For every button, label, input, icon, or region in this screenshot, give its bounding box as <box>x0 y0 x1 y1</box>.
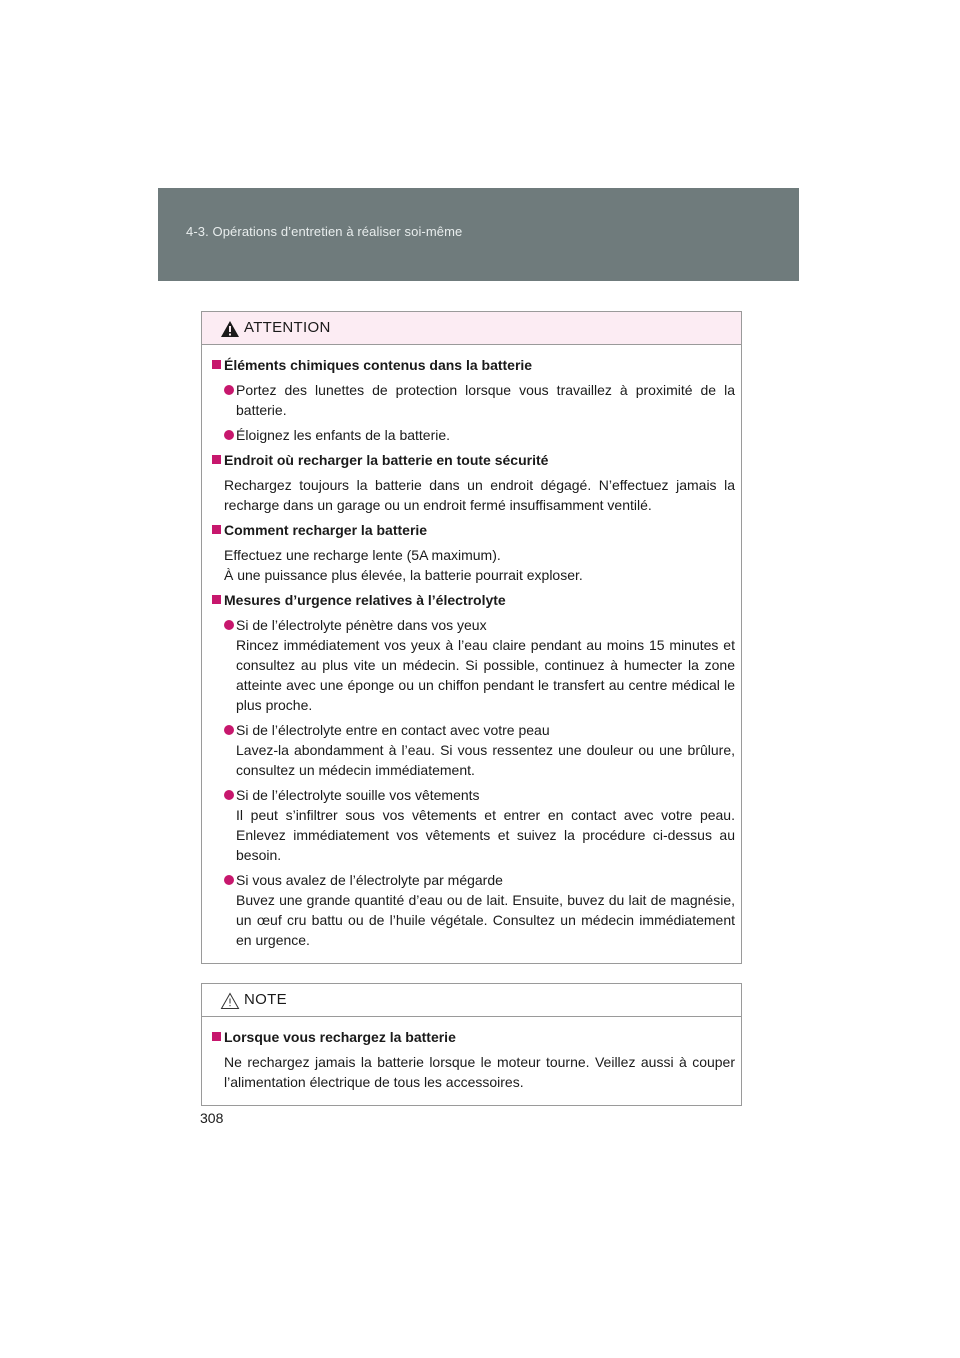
paragraph: Rechargez toujours la batterie dans un endroit dégagé. N’effectuez jamais la recharge dans un garage ou un endroit fermé insuffisamment ventilé. <box>224 477 735 513</box>
note-label: NOTE <box>244 991 287 1008</box>
round-bullet-icon <box>224 620 234 630</box>
section-heading: Endroit où recharger la batterie en toute sécurité <box>212 450 735 470</box>
section-heading: Mesures d’urgence relatives à l’électrolyte <box>212 590 735 610</box>
list-item: Si vous avalez de l’électrolyte par mégarde Buvez une grande quantité d’eau ou de lait. Ensuite, buvez du lait de magnésie, un œuf cru battu ou de l’huile végétale. Consultez un médecin immédiatement en urgence. <box>212 870 735 950</box>
note-box <box>201 983 742 1106</box>
list-item: Si de l’électrolyte pénètre dans vos yeux Rincez immédiatement vos yeux à l’eau claire pendant au moins 15 minutes et consultez au plus vite un médecin. Si possible, continuez à humecter la zone atteinte avec une éponge ou un chiffon pendant le transfert au centre médical le plus proche. <box>212 615 735 715</box>
list-item: Si de l’électrolyte entre en contact avec votre peau Lavez-la abondamment à l’eau. Si vous ressentez une douleur ou une brûlure, consultez un médecin immédiatement. <box>212 720 735 780</box>
section-header-band <box>158 188 799 281</box>
round-bullet-icon <box>224 385 234 395</box>
warning-triangle-outline-icon <box>220 992 240 1010</box>
note-body <box>202 1017 741 1107</box>
attention-label: ATTENTION <box>244 319 331 336</box>
paragraph: Ne rechargez jamais la batterie lorsque le moteur tourne. Veillez aussi à couper l’alimentation électrique de tous les accessoires. <box>224 1054 735 1090</box>
list-item: Portez des lunettes de protection lorsque vous travaillez à proximité de la batterie. <box>212 380 735 420</box>
round-bullet-icon <box>224 790 234 800</box>
square-bullet-icon <box>212 595 221 604</box>
paragraph: Effectuez une recharge lente (5A maximum). À une puissance plus élevée, la batterie pourrait exploser. <box>224 547 583 583</box>
square-bullet-icon <box>212 525 221 534</box>
section-title: 4-3. Opérations d’entretien à réaliser soi-même <box>186 224 463 239</box>
section-heading: Éléments chimiques contenus dans la batterie <box>212 355 735 375</box>
attention-body <box>202 345 741 965</box>
warning-triangle-icon <box>220 320 240 338</box>
round-bullet-icon <box>224 725 234 735</box>
section-heading: Lorsque vous rechargez la batterie <box>212 1027 735 1047</box>
list-item: Si de l’électrolyte souille vos vêtements Il peut s’infiltrer sous vos vêtements et entrer en contact avec votre peau. Enlevez immédiatement vos vêtements et suivez la procédure ci-dessus au besoin. <box>212 785 735 865</box>
attention-header <box>202 312 741 345</box>
square-bullet-icon <box>212 1032 221 1041</box>
note-header <box>202 984 741 1017</box>
square-bullet-icon <box>212 455 221 464</box>
attention-box <box>201 311 742 964</box>
section-heading: Comment recharger la batterie <box>212 520 735 540</box>
round-bullet-icon <box>224 430 234 440</box>
square-bullet-icon <box>212 360 221 369</box>
list-item: Éloignez les enfants de la batterie. <box>212 425 735 445</box>
page-number: 308 <box>200 1110 224 1126</box>
round-bullet-icon <box>224 875 234 885</box>
